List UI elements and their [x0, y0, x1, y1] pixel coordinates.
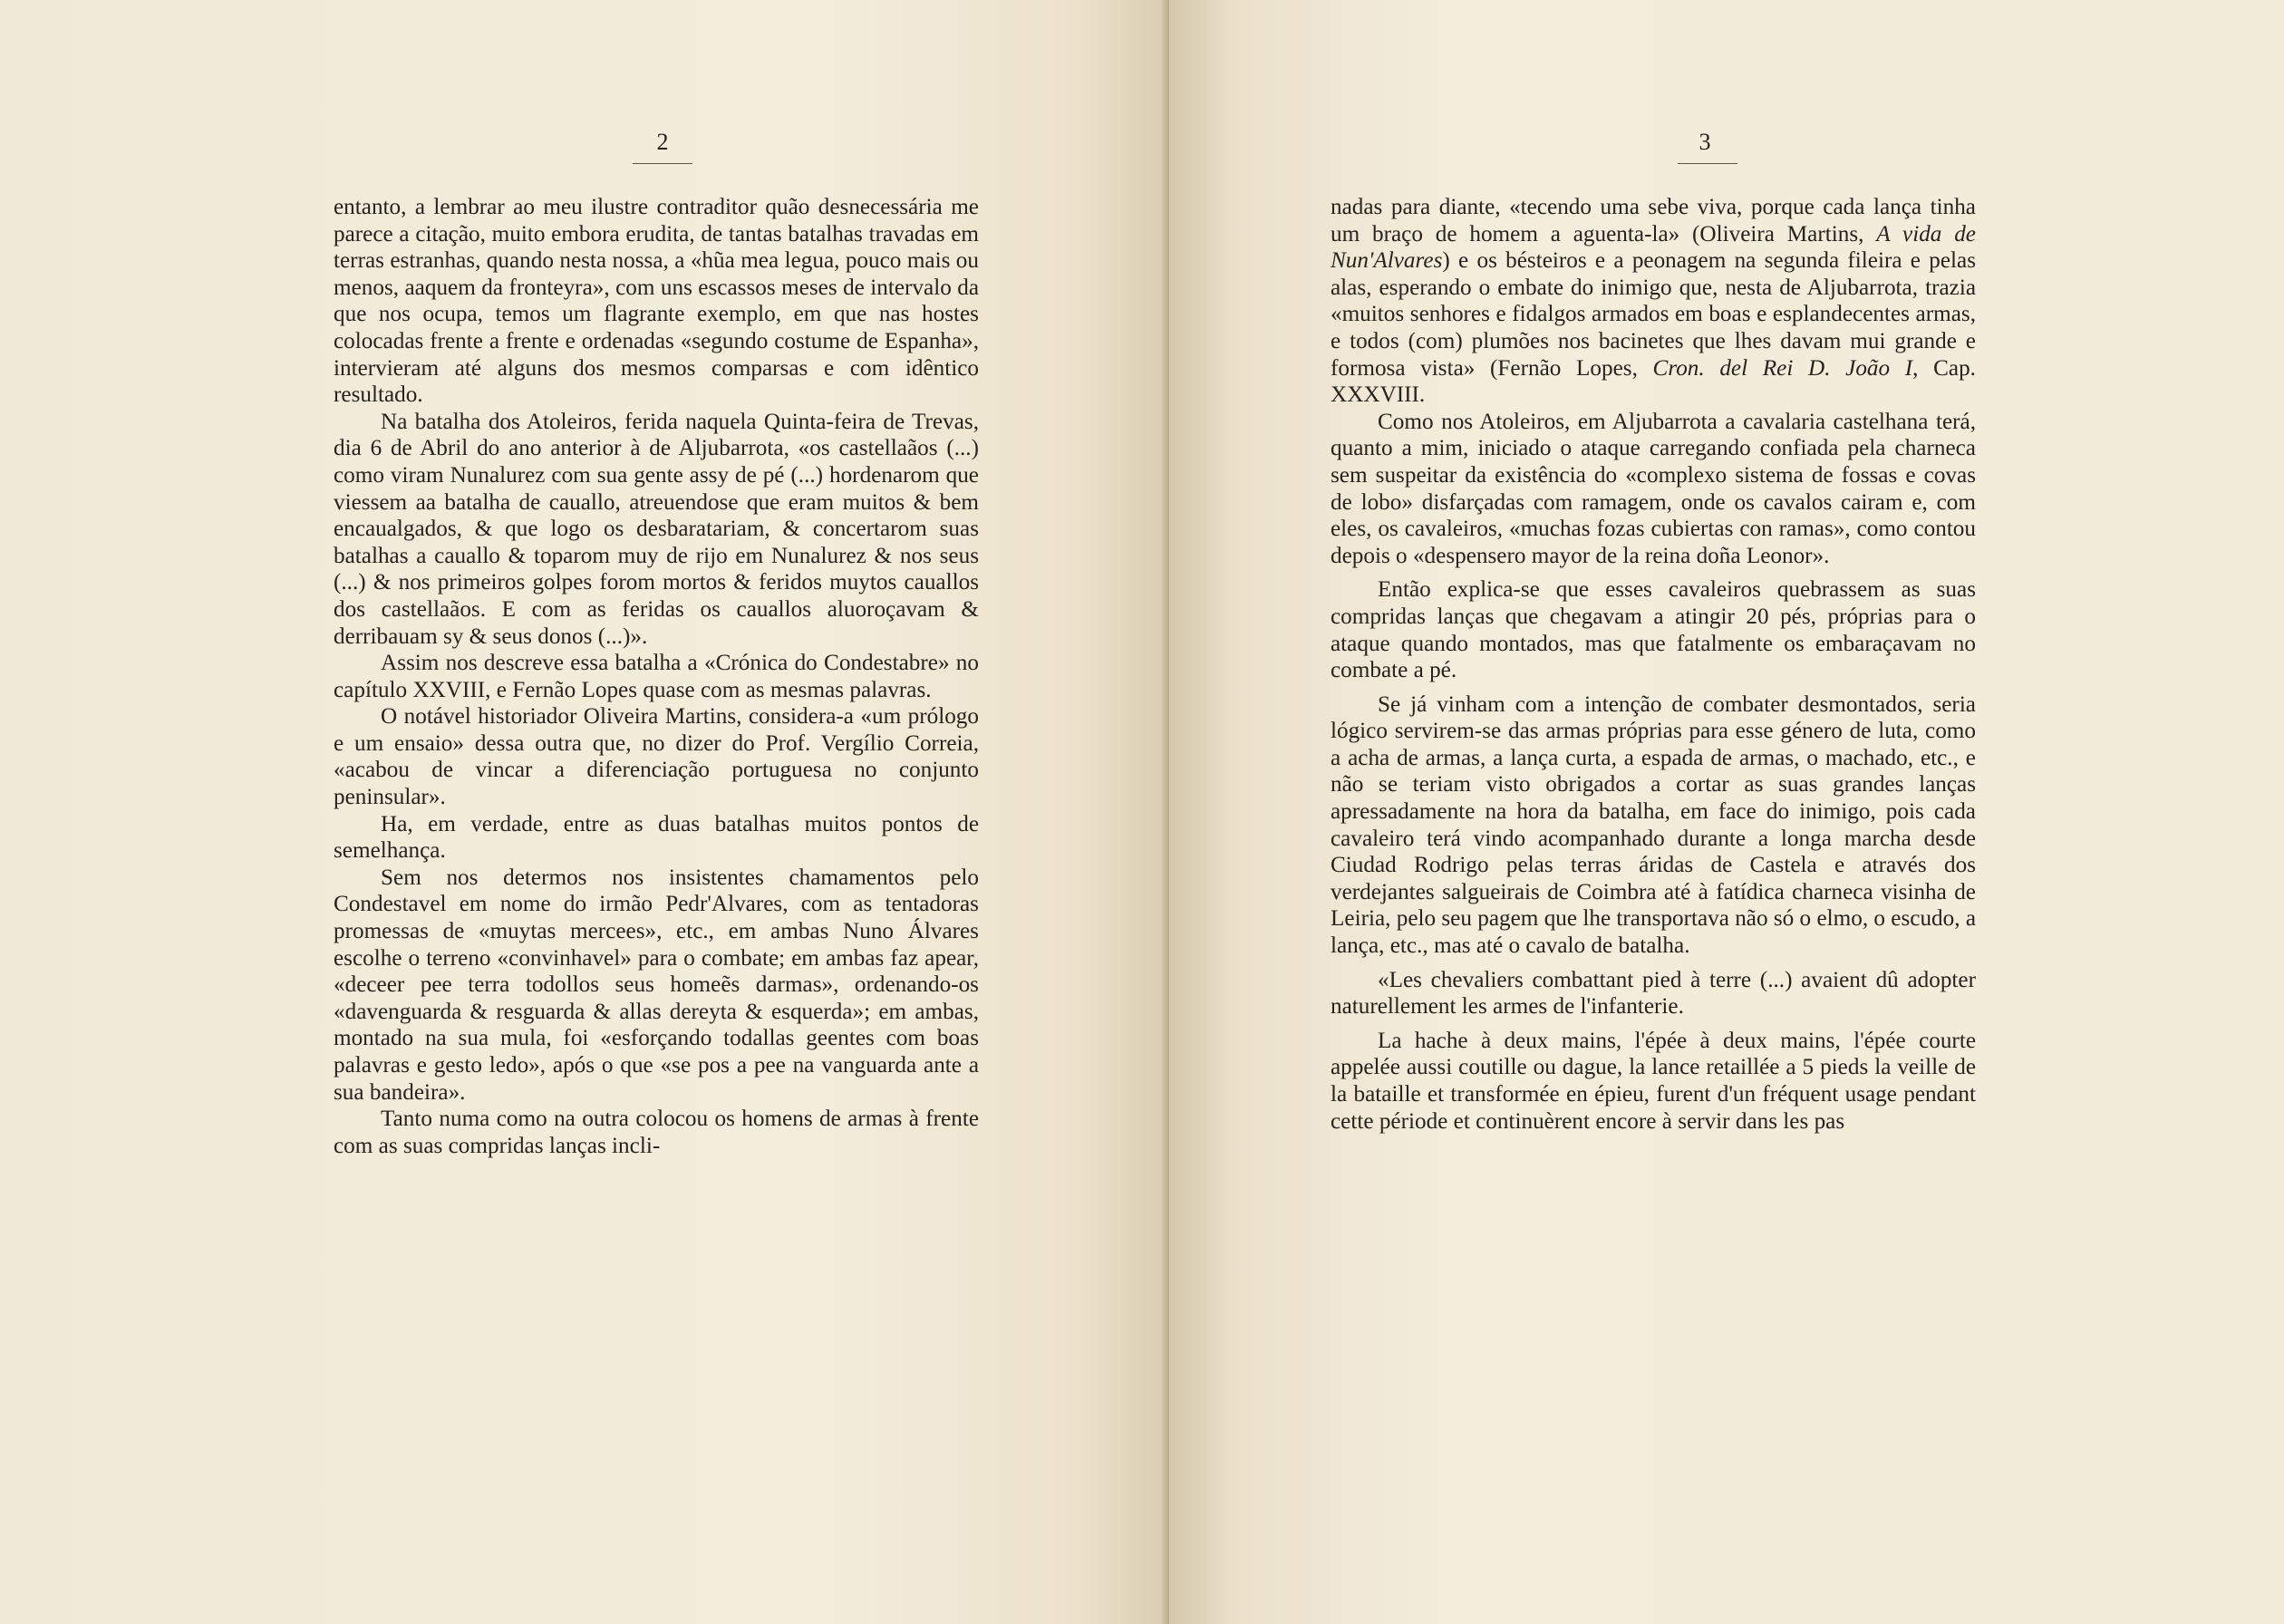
quotation-paragraph: La hache à deux mains, l'épée à deux mains, l'épée courte appelée aussi coutille ou dague, la lance retaillée a 5 pieds la veille de la bataille et transformée en épieu, furent d'un fréquent usage pendant cette période et continuèrent encore à servir dans les pas	[1331, 1028, 1976, 1134]
paragraph: Como nos Atoleiros, em Aljubarrota a cavalaria castelhana terá, quanto a mim, iniciado o ataque carregando confiada pela charneca sem suspeitar da existência do «complexo sistema de fossas e covas de lobo» disfarçadas com ramagem, onde os cavalos cairam e, com eles, os cavaleiros, «muchas fozas cubiertas con ramas», como contou depois o «despensero mayor de la reina doña Leonor».	[1331, 409, 1976, 568]
work-title: Cron. del Rei D. João I	[1652, 355, 1913, 381]
text-run: ) e os bésteiros e a peonagem na segunda fileira e pelas alas, esperando o embate do inimigo que, nesta de Aljubarrota, trazia «muitos senhores e fidalgos armados em boas e esplandecentes armas, e todos (com) plumões nos bacinetes que lhes davam mui grande e formosa vista» (Fernão Lopes,	[1331, 248, 1976, 381]
text-run: nadas para diante, «tecendo uma sebe viva, porque cada lança tinha um braço de homem a aguenta-la» (Oliveira Martins,	[1331, 195, 1976, 246]
right-page-text	[1331, 194, 1976, 1135]
paragraph: Tanto numa como na outra colocou os homens de armas à frente com as suas compridas lanças incli-	[334, 1107, 979, 1158]
paragraph: Na batalha dos Atoleiros, ferida naquela Quinta-feira de Trevas, dia 6 de Abril do ano anterior à de Aljubarrota, «os castellaãos (...) como viram Nunalurez com sua gente assy de pé (...) hordenarom que viessem aa batalha de cauallo, atreuendose que eram muitos & bem encaualgados, & que logo os desbaratariam, & concertarom suas batalhas a cauallo & toparom muy de rijo em Nunalurez & nos seus (...) & nos primeiros golpes forom mortos & feridos muytos cauallos dos castellaãos. E com as feridas os cauallos aluoroçavam & derribauam sy & seus donos (...)».	[334, 409, 979, 649]
page-number-rule	[1678, 163, 1737, 164]
page-number: 3	[1698, 129, 1711, 155]
paragraph: Assim nos descreve essa batalha a «Crónica do Condestabre» no capítulo XXVIII, e Fernão Lopes quase com as mesmas palavras.	[334, 651, 979, 702]
paragraph: Ha, em verdade, entre as duas batalhas muitos pontos de semelhança.	[334, 811, 979, 864]
left-page-text	[334, 194, 979, 1159]
quotation-paragraph: «Les chevaliers combattant pied à terre (...) avaient dû adopter naturellement les armes de l'infanterie.	[1331, 967, 1976, 1020]
paragraph: O notável historiador Oliveira Martins, considera-a «um prólogo e um ensaio» dessa outra que, no dizer do Prof. Vergílio Correia, «acabou de vincar a diferenciação portuguesa no conjunto peninsular».	[334, 704, 979, 810]
text-run: , Cap. XXXVIII.	[1331, 355, 1976, 408]
paragraph: entanto, a lembrar ao meu ilustre contraditor quão desnecessária me parece a citação, muito embora erudita, de tantas batalhas travadas em terras estranhas, quando nesta nossa, a «hũa mea legua, pouco mais ou menos, aaquem da fronteyra», com uns escassos meses de intervalo da que nos ocupa, temos um flagrante exemplo, em que nas hostes colocadas frente a frente e ordenadas «segundo costume de Espanha», intervieram até alguns dos mesmos comparsas e com idêntico resultado.	[334, 195, 979, 408]
page-number-rule	[633, 163, 692, 164]
paragraph: Se já vinham com a intenção de combater desmontados, seria lógico servirem-se das armas próprias para esse género de luta, como a acha de armas, a lança curta, a espada de armas, o machado, etc., e não se teriam visto obrigados a cortar as suas grandes lanças apressadamente na hora da batalha, em face do inimigo, pois cada cavaleiro terá vindo acompanhado durante a longa marcha desde Ciudad Rodrigo pelas terras áridas de Castela e através dos verdejantes salgueirais de Coimbra até à fatídica charneca visinha de Leiria, pelo seu pagem que lhe transportava não só o elmo, o escudo, a lança, etc., mas até o cavalo de batalha.	[1331, 691, 1977, 959]
page-number: 2	[656, 129, 669, 155]
paragraph: Sem nos determos nos insistentes chamamentos pelo Condestavel em nome do irmão Pedr'Alvares, com as tentadoras promessas de «muytas mercees», etc., em ambas Nuno Álvares escolhe o terreno «convinhavel» para o combate; em ambas faz apear, «deceer pee terra todollos seus homeẽs darmas», ordenando-os «davenguarda & resguarda & allas dereyta & esquerda»; em ambas, montado na sua mula, foi «esforçando todallas geentes com boas palavras e gesto ledo», após o que «se pos a pee na vanguarda ante a sua bandeira».	[334, 865, 979, 1105]
work-title: A vida de Nun'Alvares	[1331, 221, 1976, 274]
right-page	[1169, 0, 2284, 1624]
paragraph: Então explica-se que esses cavaleiros quebrassem as suas compridas lanças que chegavam a atingir 20 pés, próprias para o ataque quando montados, mas que fatalmente os embaraçavam no combate a pé.	[1331, 577, 1976, 683]
paragraph-continued	[1331, 194, 1976, 409]
